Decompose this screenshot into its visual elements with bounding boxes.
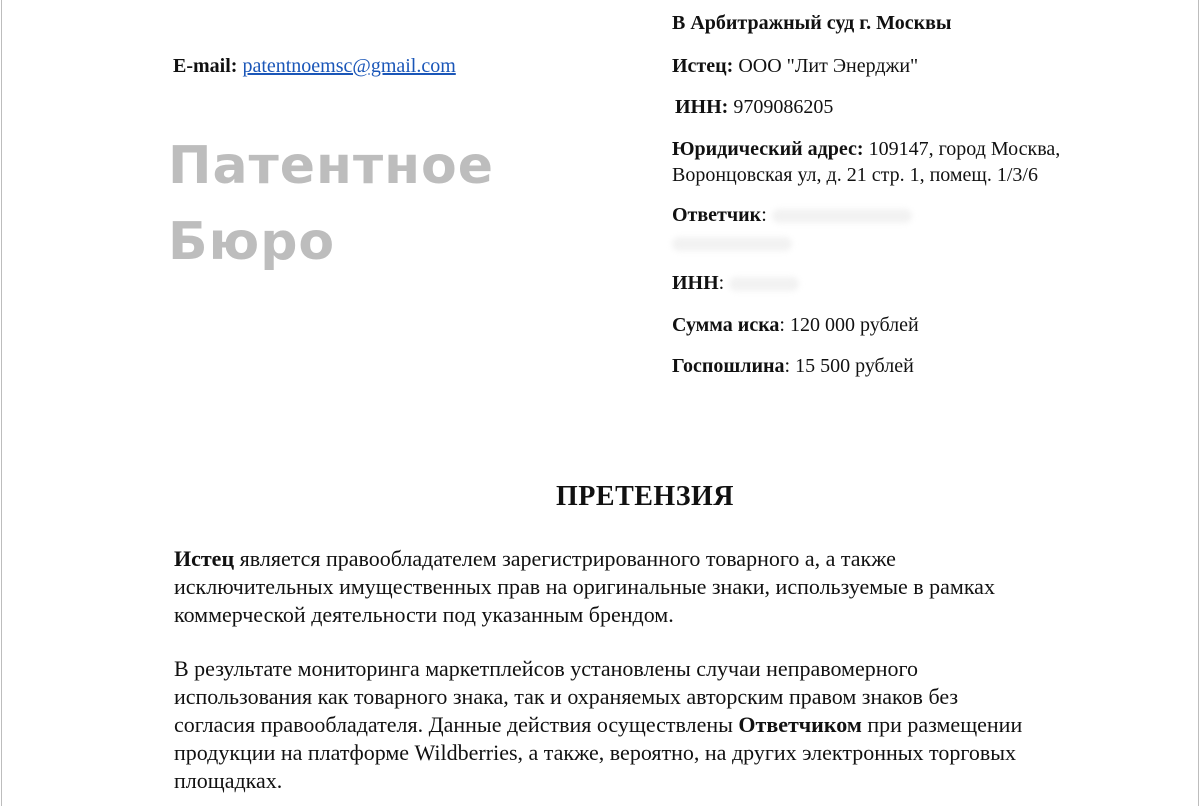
defendant-inn-redacted [729, 277, 799, 291]
address-value-2: Воронцовская ул, д. 21 стр. 1, помещ. 1/3/6 [672, 164, 1038, 186]
defendant-bold: Ответчиком [738, 712, 862, 737]
email-link[interactable]: patentnoemsc@gmail.com [242, 55, 456, 77]
paragraph-2-line-1: В результате мониторинга маркетплейсов установлены случаи неправомерного [174, 656, 918, 681]
defendant-label: Ответчик [672, 204, 762, 226]
claim-amount-line [672, 312, 919, 338]
paragraph-2-line-3 [174, 711, 1124, 739]
paragraph-1-line-2: исключительных имущественных прав на оригинальные знаки, используемые в рамках [174, 574, 995, 599]
paragraph-1-line-1 [174, 545, 1124, 573]
defendant-inn-colon: : [718, 272, 725, 294]
address-line-1 [672, 136, 1060, 162]
claim-value: : 120 000 рублей [779, 314, 919, 336]
defendant-line-2 [672, 230, 792, 256]
address-line-2 [672, 162, 1038, 188]
fee-label: Госпошлина [672, 355, 785, 377]
defendant-line [672, 202, 912, 228]
plaintiff-line [672, 53, 918, 79]
paragraph-2 [174, 655, 1124, 795]
defendant-redacted [772, 209, 912, 223]
p1-line1-text: является правообладателем зарегистрированного товарного а, а также [234, 546, 896, 571]
address-value-1: 109147, город Москва, [863, 138, 1061, 160]
paragraph-2-line-4: продукции на платформе Wildberries, а также, вероятно, на других электронных торговых [174, 740, 1017, 765]
paragraph-2-line-2: использования как товарного знака, так и охраняемых авторским правом знаков без [174, 684, 959, 709]
claim-label: Сумма иска [672, 314, 780, 336]
page-left-edge [1, 0, 2, 806]
patent-bureau-logo [168, 128, 494, 280]
p2-line3-pre: согласия правообладателя. Данные действия осуществлены [174, 712, 739, 737]
defendant-colon: : [761, 204, 767, 226]
fee-value: : 15 500 рублей [784, 355, 914, 377]
paragraph-1 [174, 545, 1124, 629]
page-right-edge [1198, 0, 1199, 806]
p2-line3-post: при размещении [861, 712, 1023, 737]
logo-line-2: Бюро [168, 212, 336, 272]
defendant-redacted-2 [672, 237, 792, 251]
inn-line [675, 94, 833, 120]
court-name-text: В Арбитражный суд г. Москвы [672, 12, 952, 34]
paragraph-2-line-5: площадках. [174, 768, 283, 793]
paragraph-1-line-3: коммерческой деятельности под указанным брендом. [174, 602, 674, 627]
plaintiff-bold: Истец [174, 546, 235, 571]
inn-value: 9709086205 [728, 96, 834, 118]
inn-label: ИНН: [675, 96, 729, 118]
defendant-inn-label: ИНН [672, 272, 719, 294]
state-fee-line [672, 353, 914, 379]
plaintiff-value: ООО "Лит Энерджи" [733, 55, 919, 77]
plaintiff-label: Истец: [672, 55, 734, 77]
court-name [672, 10, 952, 36]
address-label: Юридический адрес: [672, 138, 864, 160]
sender-email [173, 53, 456, 79]
defendant-inn-line [672, 270, 799, 296]
document-title: ПРЕТЕНЗИЯ [556, 481, 734, 512]
email-label: E-mail: [173, 55, 238, 77]
logo-line-1: Патентное [168, 136, 495, 196]
